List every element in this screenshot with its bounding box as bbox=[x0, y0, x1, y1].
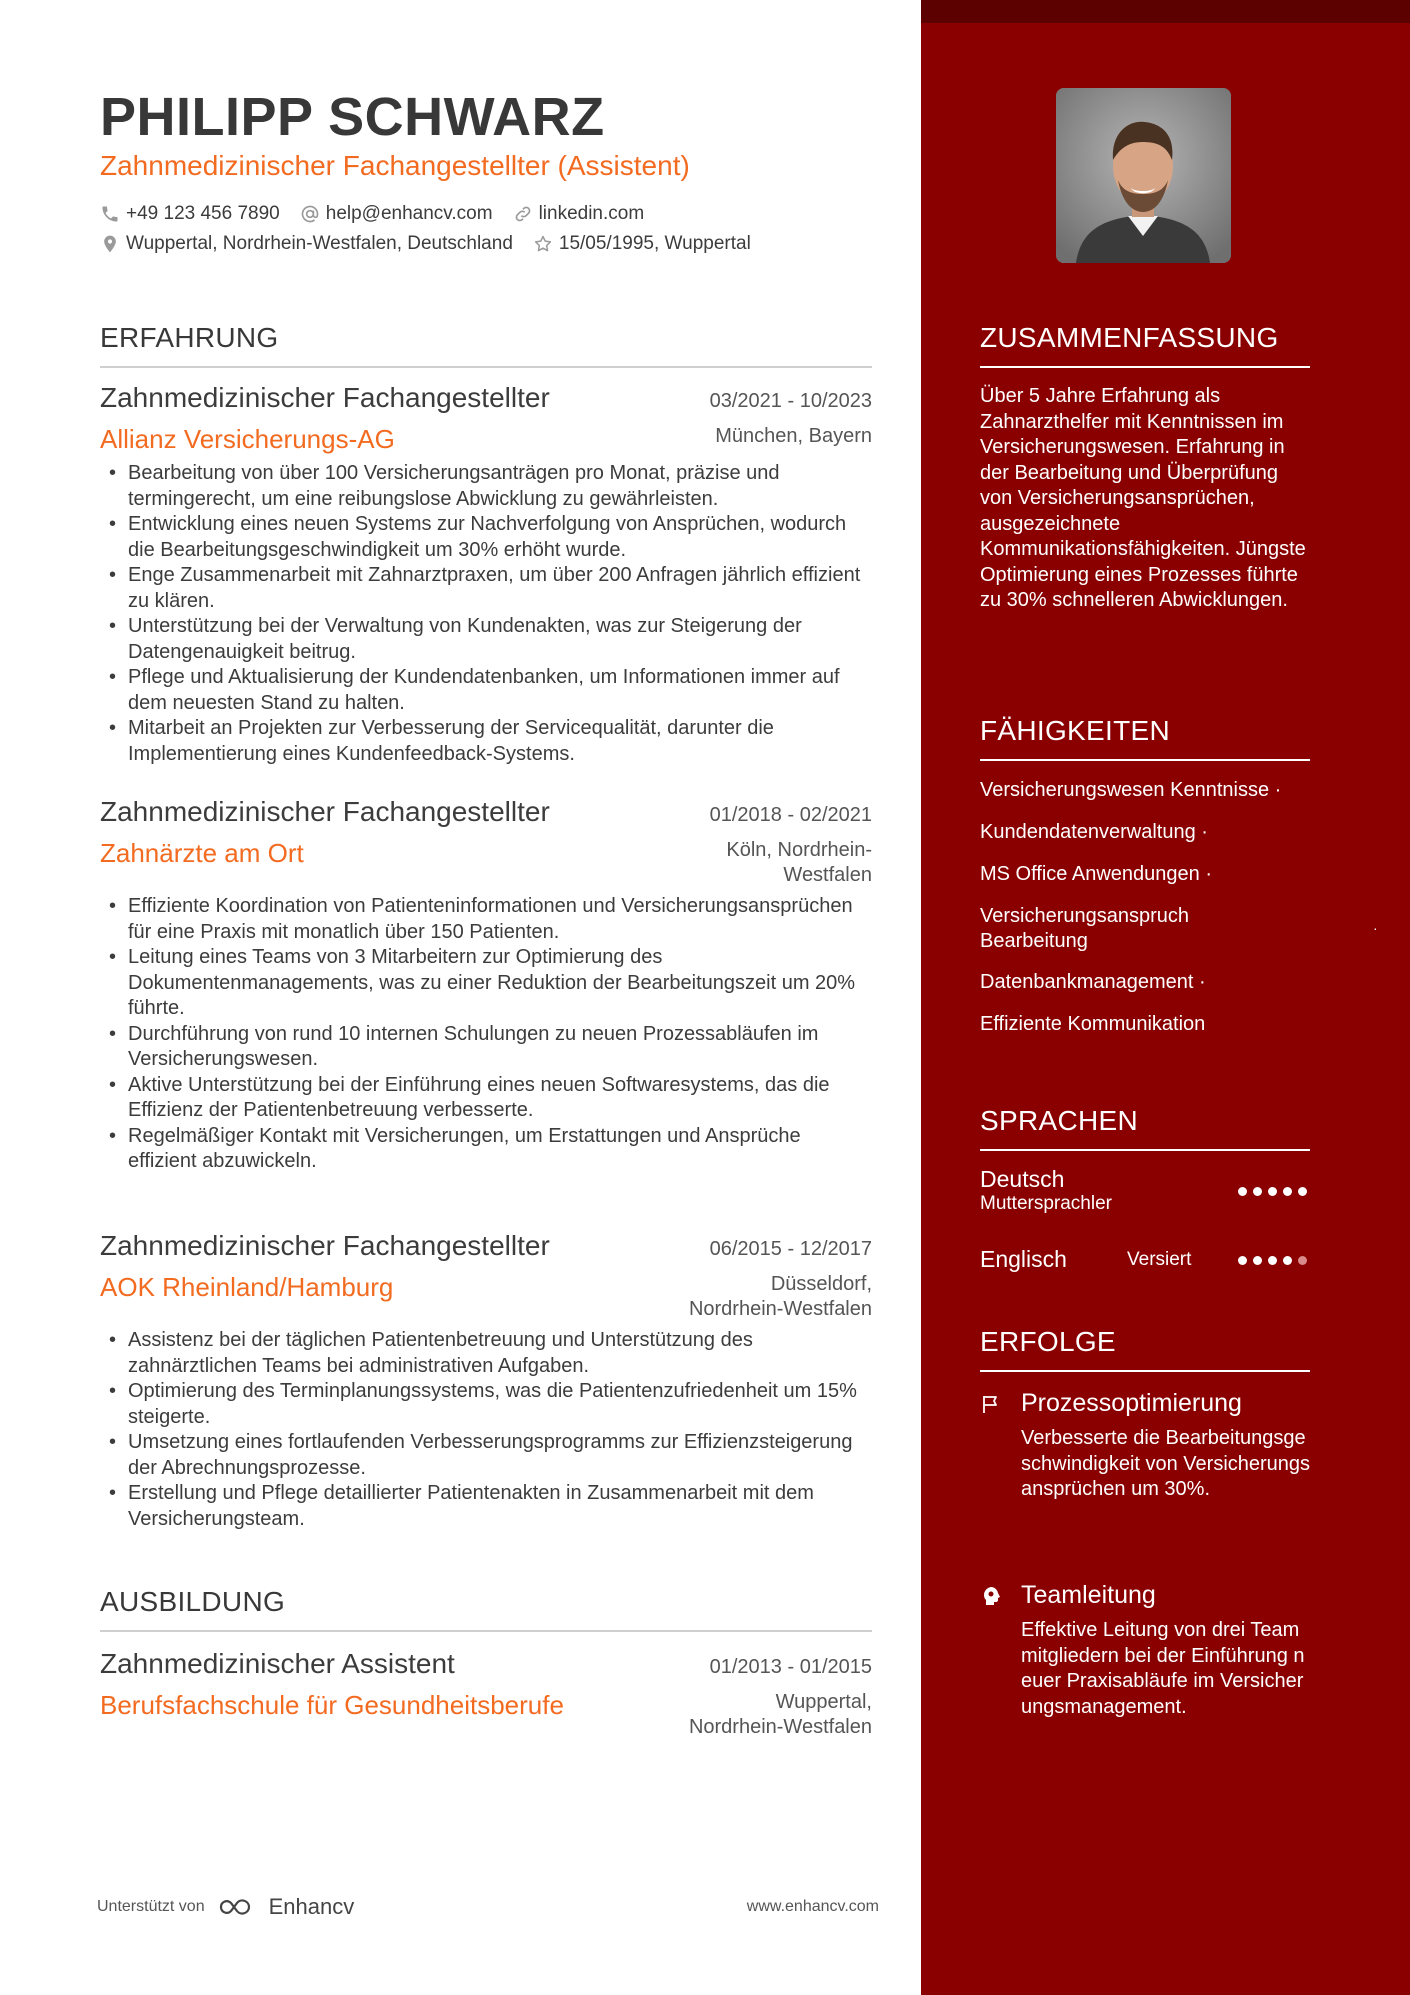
rating-dot bbox=[1268, 1256, 1277, 1265]
education-location bbox=[689, 1690, 872, 1740]
phone-icon bbox=[100, 204, 120, 224]
location-pin-icon bbox=[100, 234, 120, 254]
languages-heading: SPRACHEN bbox=[980, 1105, 1310, 1151]
bullet-item: • Optimierung des Terminplanungssystems, was die Patientenzufriedenheit um 15% steigerte. bbox=[100, 1379, 872, 1430]
bullet-item: • Unterstützung bei der Verwaltung von Kundenakten, was zur Steigerung der Datengenauigkeit beitrug. bbox=[100, 614, 872, 665]
rating-dot bbox=[1238, 1187, 1247, 1196]
footer-powered-by bbox=[97, 1894, 354, 1920]
languages-section bbox=[980, 1105, 1310, 1295]
skill-separator: · bbox=[1199, 863, 1212, 885]
enhancv-logo-icon bbox=[217, 1895, 263, 1919]
location-item bbox=[100, 233, 513, 255]
skill-item bbox=[980, 820, 1208, 845]
rating-dot bbox=[1253, 1187, 1262, 1196]
education-school: Berufsfachschule für Gesundheitsberufe bbox=[100, 1690, 564, 1720]
summary-heading: ZUSAMMENFASSUNG bbox=[980, 322, 1310, 368]
job-location-line-1: Köln, Nordrhein- bbox=[726, 839, 872, 861]
skill-label: Datenbankmanagement bbox=[980, 971, 1194, 993]
email-text: help@enhancv.com bbox=[325, 203, 493, 224]
skill-separator: · bbox=[1373, 920, 1378, 936]
job-location bbox=[726, 838, 872, 888]
email-item[interactable] bbox=[300, 203, 493, 225]
job-company: Allianz Versicherungs-AG bbox=[100, 424, 395, 454]
education-heading: AUSBILDUNG bbox=[100, 1586, 872, 1632]
bullet-item: • Durchführung von rund 10 internen Schulungen zu neuen Prozessabläufen im Versicherungswesen. bbox=[100, 1022, 872, 1073]
bullet-item: • Entwicklung eines neuen Systems zur Nachverfolgung von Ansprüchen, wodurch die Bearbeitungsgeschwindigkeit um 30% erhöht wurde. bbox=[100, 512, 872, 563]
phone-item[interactable] bbox=[100, 203, 280, 225]
job-date: 01/2018 - 02/2021 bbox=[709, 804, 872, 826]
job-bullets bbox=[100, 461, 872, 767]
skill-label: Kundendatenverwaltung bbox=[980, 821, 1196, 843]
rating-dot bbox=[1298, 1187, 1307, 1196]
location-text: Wuppertal, Nordrhein-Westfalen, Deutschland bbox=[126, 233, 513, 254]
skill-label: MS Office Anwendungen bbox=[980, 863, 1200, 885]
sidebar-top-band bbox=[921, 0, 1410, 23]
bullet-item: • Leitung eines Teams von 3 Mitarbeitern zur Optimierung des Dokumentenmanagements, was zu einer Reduktion der Bearbeitungszeit um 20% führte. bbox=[100, 945, 872, 1022]
language-rating bbox=[1238, 1256, 1313, 1265]
education-date: 01/2013 - 01/2015 bbox=[709, 1656, 872, 1678]
candidate-name: PHILIPP SCHWARZ bbox=[100, 87, 605, 147]
skill-separator: · bbox=[1195, 821, 1208, 843]
language-level: Muttersprachler bbox=[980, 1193, 1112, 1214]
skill-item bbox=[980, 862, 1212, 887]
enhancv-brand[interactable] bbox=[217, 1894, 355, 1920]
job-location-line-1: Düsseldorf, bbox=[770, 1273, 872, 1295]
profile-photo bbox=[1056, 88, 1231, 263]
language-item bbox=[980, 1246, 1310, 1273]
rating-dot bbox=[1238, 1256, 1247, 1265]
job-location-line-2: Nordrhein-Westfalen bbox=[688, 1298, 872, 1320]
enhancv-brand-text: Enhancv bbox=[268, 1894, 355, 1919]
bullet-item: • Assistenz bei der täglichen Patientenbetreuung und Unterstützung des zahnärztlichen Teams bei administrativen Aufgaben. bbox=[100, 1328, 872, 1379]
bullet-item: • Umsetzung eines fortlaufenden Verbesserungsprogramms zur Effizienzsteigerung der Abrechnungsprozesse. bbox=[100, 1430, 872, 1481]
skill-item bbox=[980, 970, 1206, 995]
flag-icon bbox=[980, 1392, 1004, 1416]
footer bbox=[97, 1894, 879, 1920]
job-bullets bbox=[100, 1328, 872, 1532]
birth-text: 15/05/1995, Wuppertal bbox=[558, 233, 751, 254]
job-entry-3 bbox=[100, 1230, 872, 1532]
rating-dot bbox=[1283, 1187, 1292, 1196]
job-bullets bbox=[100, 894, 872, 1175]
bullet-item: • Regelmäßiger Kontakt mit Versicherungen, um Erstattungen und Ansprüche effizient abzuwickeln. bbox=[100, 1124, 872, 1175]
bullet-item: • Pflege und Aktualisierung der Kundendatenbanken, um Informationen immer auf dem neuesten Stand zu halten. bbox=[100, 665, 872, 716]
achievement-title: Teamleitung bbox=[1021, 1581, 1156, 1609]
skill-item bbox=[980, 904, 1189, 954]
job-date: 03/2021 - 10/2023 bbox=[709, 390, 872, 412]
summary-section bbox=[980, 322, 1310, 614]
bullet-item: • Enge Zusammenarbeit mit Zahnarztpraxen, um über 200 Anfragen jährlich effizient zu klären. bbox=[100, 563, 872, 614]
job-role: Zahnmedizinischer Fachangestellter bbox=[100, 1230, 550, 1261]
bullet-item: • Mitarbeit an Projekten zur Verbesserung der Servicequalität, darunter die Implementierung eines Kundenfeedback-Systems. bbox=[100, 716, 872, 767]
skill-item: Effiziente Kommunikation bbox=[980, 1013, 1206, 1035]
skill-label: Versicherungsanspruch bbox=[980, 905, 1190, 927]
bullet-item: • Aktive Unterstützung bei der Einführung eines neuen Softwaresystems, das die Effizienz der Patientenbetreuung verbesserte. bbox=[100, 1073, 872, 1124]
star-icon bbox=[533, 234, 553, 254]
skill-label: Versicherungswesen Kenntnisse bbox=[980, 779, 1270, 801]
bullet-item: • Bearbeitung von über 100 Versicherungsanträgen pro Monat, präzise und termingerecht, um eine reibungslose Abwicklung zu gewährleisten. bbox=[100, 461, 872, 512]
achievements-section bbox=[980, 1326, 1310, 1766]
education-location-line-1: Wuppertal, bbox=[775, 1691, 872, 1713]
avatar-photo-icon bbox=[1056, 88, 1231, 263]
job-location bbox=[689, 1272, 872, 1322]
language-item bbox=[980, 1166, 1310, 1215]
achievements-heading: ERFOLGE bbox=[980, 1326, 1310, 1372]
job-entry-1 bbox=[100, 382, 872, 767]
skill-label: Bearbeitung bbox=[980, 930, 1088, 952]
job-company: Zahnärzte am Ort bbox=[100, 838, 304, 868]
job-company: AOK Rheinland/Hamburg bbox=[100, 1272, 394, 1302]
contact-row-2 bbox=[100, 233, 771, 255]
skill-separator: · bbox=[1193, 971, 1206, 993]
footer-url[interactable]: www.enhancv.com bbox=[746, 1898, 879, 1915]
rating-dot bbox=[1253, 1256, 1262, 1265]
job-location-line-2: Westfalen bbox=[783, 864, 872, 886]
bullet-item: • Erstellung und Pflege detaillierter Patientenakten in Zusammenarbeit mit dem Versicherungsteam. bbox=[100, 1481, 872, 1532]
language-name: Englisch bbox=[980, 1246, 1067, 1272]
job-entry-2 bbox=[100, 796, 872, 1175]
powered-by-text: Unterstützt von bbox=[97, 1898, 205, 1915]
language-level: Versiert bbox=[1127, 1249, 1192, 1270]
experience-heading: ERFAHRUNG bbox=[100, 322, 872, 368]
link-icon bbox=[513, 204, 533, 224]
education-degree: Zahnmedizinischer Assistent bbox=[100, 1648, 455, 1679]
achievement-title: Prozessoptimierung bbox=[1021, 1389, 1242, 1417]
contact-row-1 bbox=[100, 203, 664, 225]
language-rating bbox=[1238, 1187, 1313, 1196]
job-role: Zahnmedizinischer Fachangestellter bbox=[100, 382, 550, 413]
linkedin-text: linkedin.com bbox=[538, 203, 645, 224]
language-name: Deutsch bbox=[980, 1166, 1065, 1192]
phone-text: +49 123 456 7890 bbox=[126, 203, 280, 224]
job-role: Zahnmedizinischer Fachangestellter bbox=[100, 796, 550, 827]
at-icon bbox=[300, 204, 320, 224]
rating-dot-empty bbox=[1298, 1256, 1307, 1265]
summary-text: Über 5 Jahre Erfahrung als Zahnarzthelfer mit Kenntnissen im Versicherungswesen. Erfahrung in der Bearbeitung und Überprüfung von Versicherungsansprüchen, ausgezeichnete Kommunikationsfähigkeiten. Jüngste Optimierung eines Prozesses führte zu 30% schnelleren Abwicklungen. bbox=[980, 385, 1306, 611]
linkedin-item[interactable] bbox=[513, 203, 645, 225]
skill-item bbox=[980, 778, 1281, 803]
birth-item bbox=[533, 233, 751, 255]
education-location-line-2: Nordrhein-Westfalen bbox=[688, 1716, 872, 1738]
rating-dot bbox=[1268, 1187, 1277, 1196]
job-date: 06/2015 - 12/2017 bbox=[709, 1238, 872, 1260]
head-icon bbox=[980, 1584, 1004, 1608]
skills-section bbox=[980, 715, 1378, 1045]
achievement-text: Effektive Leitung von drei Teammitgliedern bei der Einführung neuer Praxisabläufe im Versicherungsmanagement. bbox=[1021, 1619, 1305, 1718]
achievement-text: Verbesserte die Bearbeitungsgeschwindigkeit von Versicherungsansprüchen um 30%. bbox=[1021, 1427, 1311, 1500]
skills-heading: FÄHIGKEITEN bbox=[980, 715, 1310, 761]
job-location: München, Bayern bbox=[715, 425, 872, 447]
sidebar bbox=[921, 0, 1410, 1995]
bullet-item: • Effiziente Koordination von Patienteninformationen und Versicherungsansprüchen für eine Praxis mit monatlich über 150 Patienten. bbox=[100, 894, 872, 945]
skill-separator: · bbox=[1269, 779, 1282, 801]
candidate-title: Zahnmedizinischer Fachangestellter (Assistent) bbox=[100, 150, 690, 181]
rating-dot bbox=[1283, 1256, 1292, 1265]
education-entry bbox=[100, 1648, 872, 1740]
